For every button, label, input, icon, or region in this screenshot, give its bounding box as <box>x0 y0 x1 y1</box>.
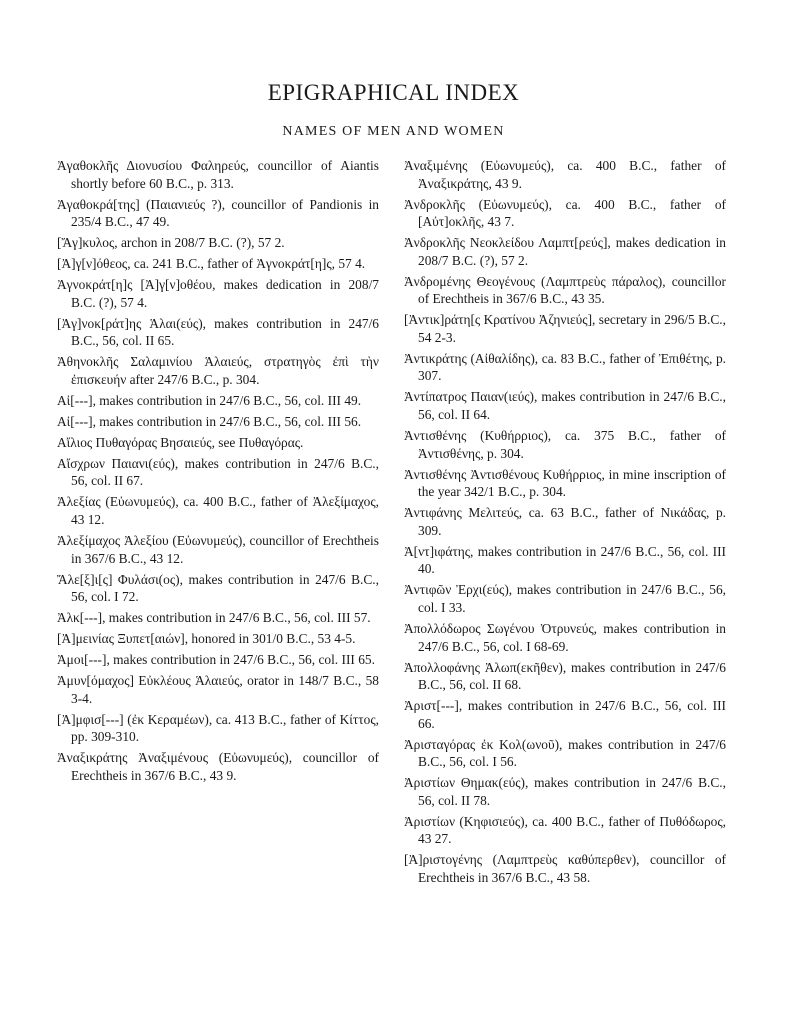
index-entry: [Ἀντικ]ράτη[ς Κρατίνου Ἀζηνιεύς], secretary in 296/5 B.C., 54 2-3. <box>404 312 726 345</box>
index-entry: Ἀναξιμένης (Εὐωνυμεύς), ca. 400 B.C., father of Ἀναξικράτης, 43 9. <box>404 158 726 191</box>
index-entry: Ἀρισταγόρας ἐκ Κολ(ωνοῦ), makes contribution in 247/6 B.C., 56, col. I 56. <box>404 736 726 770</box>
index-entry: Ἀντίπατρος Παιαν(ιεύς), makes contribution in 247/6 B.C., 56, col. II 64. <box>404 389 726 423</box>
index-entry: Ἀγαθοκρά[της] (Παιανιεύς ?), councillor of Pandionis in 235/4 B.C., 47 49. <box>57 196 379 230</box>
index-entry: Ἀγνοκράτ[η]ς [Ἀ]γ[ν]οθέου, makes dedication in 208/7 B.C. (?), 57 4. <box>57 277 379 310</box>
index-entry: Ἀπολλόδωρος Σωγένου Ὀτρυνεύς, makes contribution in 247/6 B.C., 56, col. I 68-69. <box>404 620 726 654</box>
index-entry: Ἀριστ[---], makes contribution in 247/6 B.C., 56, col. III 66. <box>404 698 726 731</box>
index-entry: Ἀμυν[όμαχος] Εὐκλέους Ἁλαιεύς, orator in 148/7 B.C., 58 3-4. <box>57 673 379 706</box>
section-subtitle: NAMES OF MEN AND WOMEN <box>282 124 505 139</box>
index-entry: Ἀριστίων Θημακ(εύς), makes contribution in 247/6 B.C., 56, col. II 78. <box>404 775 726 808</box>
index-entry: Αἰ[---], makes contribution in 247/6 B.C., 56, col. III 49. <box>57 392 362 408</box>
index-entry: Ἀντικράτης (Αἰθαλίδης), ca. 83 B.C., father of Ἐπιθέτης, p. 307. <box>404 350 726 384</box>
left-column <box>57 157 379 788</box>
index-entry: Ἀλεξίμαχος Ἀλεξίου (Εὐωνυμεύς), councillor of Erechtheis in 367/6 B.C., 43 12. <box>57 532 379 566</box>
index-entry: Ἀναξικράτης Ἀναξιμένους (Εὐωνυμεύς), councillor of Erechtheis in 367/6 B.C., 43 9. <box>57 750 379 783</box>
index-entry: Αἴσχρων Παιανι(εύς), makes contribution in 247/6 B.C., 56, col. II 67. <box>57 455 379 489</box>
index-entry: Ἀπολλοφάνης Ἀλωπ(εκῆθεν), makes contribution in 247/6 B.C., 56, col. II 68. <box>404 659 726 693</box>
index-entry: Ἀλκ[---], makes contribution in 247/6 B.C., 56, col. III 57. <box>57 610 371 626</box>
index-entry: Ἀνδρομένης Θεογένους (Λαμπτρεὺς πάραλος), councillor of Erechtheis in 367/6 B.C., 43 35. <box>404 273 726 307</box>
index-entry: [Ἀ]μφισ[---] (ἐκ Κεραμέων), ca. 413 B.C., father of Κίττος, pp. 309-310. <box>57 711 379 745</box>
index-entry: Ἀντισθένης Ἀντισθένους Κυθήρριος, in mine inscription of the year 342/1 B.C., p. 304. <box>404 466 726 500</box>
right-column <box>404 157 726 890</box>
index-entry: Ἄλε[ξ]ι[ς] Φυλάσι(ος), makes contribution in 247/6 B.C., 56, col. I 72. <box>57 571 379 605</box>
index-entry: Αἰ[---], makes contribution in 247/6 B.C., 56, col. III 56. <box>57 413 362 429</box>
index-entry: [Ἀγ]νοκ[ράτ]ης Ἁλαι(εύς), makes contribution in 247/6 B.C., 56, col. II 65. <box>57 315 379 349</box>
index-entry: Ἀ[ντ]ιφάτης, makes contribution in 247/6 B.C., 56, col. III 40. <box>404 543 726 577</box>
index-entry: Ἀνδροκλῆς (Εὐωνυμεύς), ca. 400 B.C., father of [Αὐτ]οκλῆς, 43 7. <box>404 196 726 230</box>
index-entry: [Ἀ]μεινίας Ξυπετ[αιών], honored in 301/0 B.C., 53 4-5. <box>57 631 356 647</box>
index-entry: Ἀθηνοκλῆς Σαλαμινίου Ἁλαιεύς, στρατηγὸς ἐπὶ τὴν ἐπισκευήν after 247/6 B.C., p. 304. <box>57 354 379 387</box>
index-entry: Ἀμοι[---], makes contribution in 247/6 B.C., 56, col. III 65. <box>57 652 375 668</box>
index-entry: Ἀγαθοκλῆς Διονυσίου Φαληρεύς, councillor of Aiantis shortly before 60 B.C., p. 313. <box>57 158 379 191</box>
index-entry: Ἀντισθένης (Κυθήρριος), ca. 375 B.C., father of Ἀντισθένης, p. 304. <box>404 428 726 461</box>
index-entry: [Ἀ]γ[ν]όθεος, ca. 241 B.C., father of Ἀγνοκράτ[η]ς, 57 4. <box>57 256 366 272</box>
index-entry: Ἀριστίων (Κηφισιεύς), ca. 400 B.C., father of Πυθόδωρος, 43 27. <box>404 813 726 847</box>
page-title: EPIGRAPHICAL INDEX <box>267 80 520 105</box>
index-entry: Αἴλιος Πυθαγόρας Βησαιεύς, see Πυθαγόρας. <box>57 434 304 450</box>
index-entry: Ἀντιφῶν Ἐρχι(εύς), makes contribution in 247/6 B.C., 56, col. I 33. <box>404 582 726 615</box>
index-entry: [Ἀ]ριστογένης (Λαμπτρεὺς καθύπερθεν), councillor of Erechtheis in 367/6 B.C., 43 58. <box>404 852 726 885</box>
index-entry: Ἀντιφάνης Μελιτεύς, ca. 63 B.C., father of Νικάδας, p. 309. <box>404 505 726 538</box>
index-entry: [Ἄγ]κυλος, archon in 208/7 B.C. (?), 57 2. <box>57 235 285 251</box>
index-entry: Ἀνδροκλῆς Νεοκλείδου Λαμπτ[ρεύς], makes dedication in 208/7 B.C. (?), 57 2. <box>404 235 726 268</box>
index-entry: Ἀλεξίας (Εὐωνυμεύς), ca. 400 B.C., father of Ἀλεξίμαχος, 43 12. <box>57 494 379 527</box>
